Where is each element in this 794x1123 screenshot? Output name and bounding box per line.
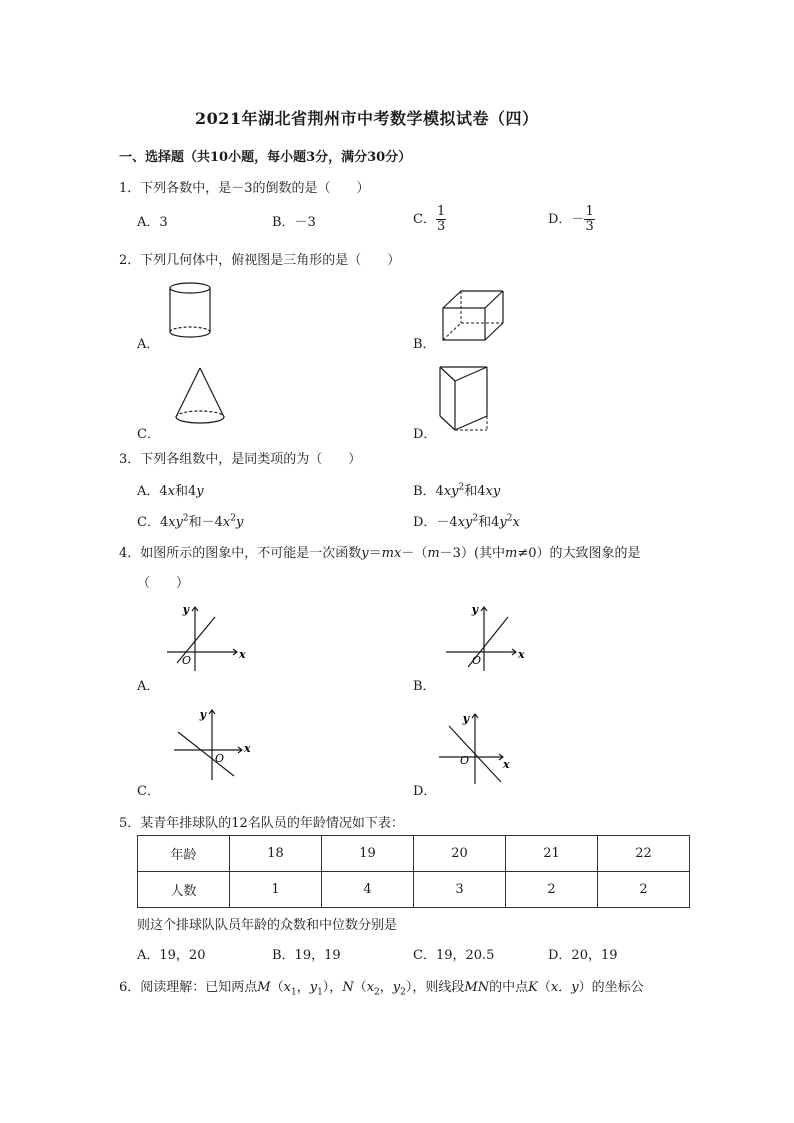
var: y [236,515,244,530]
var: x [222,515,231,530]
var: mx [381,546,402,561]
q5-option-d: D．20，19 [548,948,618,963]
var: M [257,980,271,995]
graph-c [172,706,252,782]
var: m [427,546,440,561]
var: xy [457,515,473,530]
text: ）， [322,980,343,995]
var: y [499,515,507,530]
table-cell: 18 [230,836,322,872]
subscript: 2 [374,987,380,998]
q3-option-a [137,480,204,499]
text: 和－4 [188,515,223,530]
text: －（ [401,546,428,561]
cube-figure [440,288,506,344]
var: xy [485,484,501,499]
text: 6．阅读理解：已知两点 [119,980,258,995]
table-cell: 人数 [138,872,230,908]
cylinder-figure [165,280,215,342]
text: C．4 [137,515,169,530]
exponent: 2 [506,513,513,524]
page-title: 2021年湖北省荆州市中考数学模拟试卷（四） [195,109,539,128]
q1-option-a: A．3 [137,215,168,230]
q4-option-c: C． [137,784,160,799]
text: ， [379,980,393,995]
q5-stem: 5．某青年排球队的12名队员的年龄情况如下表： [119,816,404,831]
q3-option-b [413,480,500,499]
table-cell: 2 [506,872,598,908]
q3-option-d [413,511,520,530]
text: （ [353,980,367,995]
text: 4．如图所示的图象中，不可能是一次函数 [119,546,362,561]
text: ≠0）的大致图象的是 [517,546,641,561]
q5-option-a: A．19，20 [137,948,206,963]
table-cell: 20 [414,836,506,872]
axis-y-label: y [471,603,478,616]
text: 和4 [478,515,500,530]
var: xy [168,515,183,530]
q5-option-b: B．19，19 [272,948,341,963]
exponent: 2 [182,513,189,524]
axis-x-label: x [244,742,251,755]
q1-option-c-label: C． [413,212,436,227]
table-row [138,872,690,908]
table-cell: 19 [322,836,414,872]
axis-x-label: x [503,758,510,771]
q1-option-d-label: D．－ [548,212,585,227]
q4-stem-line2: （ ） [137,576,190,591]
var: N [342,980,354,995]
var: x [366,980,375,995]
q6-stem [119,976,644,998]
table-cell: 1 [230,872,322,908]
q4-option-d: D． [413,784,437,799]
exponent: 2 [472,513,479,524]
origin-label: O [181,654,191,667]
var: m [505,546,518,561]
frac-numerator: 1 [585,204,594,219]
subscript: 1 [317,987,323,998]
graph-a [165,603,245,673]
text: （ [537,980,551,995]
q4-option-a: A． [137,679,160,694]
q2-option-d: D． [413,427,437,442]
frac-numerator: 1 [436,204,446,219]
text: ＝ [368,546,382,561]
table-cell: 22 [598,836,690,872]
age-table [137,835,690,908]
text: －3）(其中 [439,546,506,561]
origin-label: O [471,654,481,667]
subscript: 2 [400,987,406,998]
frac-denominator: 3 [585,219,594,234]
q3-option-c [137,511,243,530]
section-header: 一、选择题（共10小题，每小题3分，满分30分） [119,150,412,165]
axis-x-label: x [518,648,525,661]
graph-d [437,710,513,786]
text: （ [270,980,284,995]
origin-label: O [459,754,469,767]
text: D．－4 [413,515,458,530]
q1-stem: 1．下列各数中，是－3的倒数的是（ ） [119,181,370,196]
q2-option-c: C． [137,427,160,442]
text: ）的坐标公 [578,980,644,995]
text: A．4 [137,484,168,499]
graph-b [440,603,525,673]
q1-option-d-fraction [584,205,594,234]
q3-stem: 3．下列各组数中，是同类项的为（ ） [119,452,362,467]
table-cell: 4 [322,872,414,908]
prism-figure [437,364,493,434]
text: 和4 [175,484,197,499]
exponent: 2 [458,482,465,493]
q1-option-d [548,205,595,234]
text: ． [558,980,572,995]
frac-denominator: 3 [436,219,446,234]
axis-y-label: y [462,712,469,725]
var: x [512,515,520,530]
q4-option-b: B． [413,679,436,694]
table-row [138,836,690,872]
var: y [571,980,579,995]
var: K [528,980,538,995]
var: y [309,980,318,995]
var: x [167,484,176,499]
axis-x-label: x [239,648,246,661]
var: MN [464,980,490,995]
q1-option-b: B．－3 [272,215,316,230]
var: y [196,484,204,499]
cone-figure [170,365,230,427]
q1-option-c [413,205,446,234]
q4-stem [119,542,641,561]
text: 的中点 [489,980,529,995]
q2-option-a: A． [137,337,160,352]
text: ， [296,980,310,995]
var: x [550,980,559,995]
table-cell: 21 [506,836,598,872]
var: x [283,980,291,995]
origin-label: O [214,752,224,765]
text: B．4 [413,484,444,499]
q2-option-b: B． [413,337,436,352]
q2-stem: 2．下列几何体中，俯视图是三角形的是（ ） [119,253,401,268]
table-cell: 3 [414,872,506,908]
q5-follow: 则这个排球队队员年龄的众数和中位数分别是 [137,918,398,933]
exponent: 2 [230,513,236,524]
table-cell: 年龄 [138,836,230,872]
subscript: 1 [290,987,297,998]
var: y [361,546,369,561]
table-cell: 2 [598,872,690,908]
axis-y-label: y [182,603,189,616]
var: xy [443,484,459,499]
var: y [392,980,401,995]
q1-option-c-fraction [436,205,446,234]
axis-y-label: y [199,708,206,721]
text: 和4 [464,484,486,499]
q5-option-c: C．19，20.5 [413,948,495,963]
text: ），则线段 [405,980,465,995]
